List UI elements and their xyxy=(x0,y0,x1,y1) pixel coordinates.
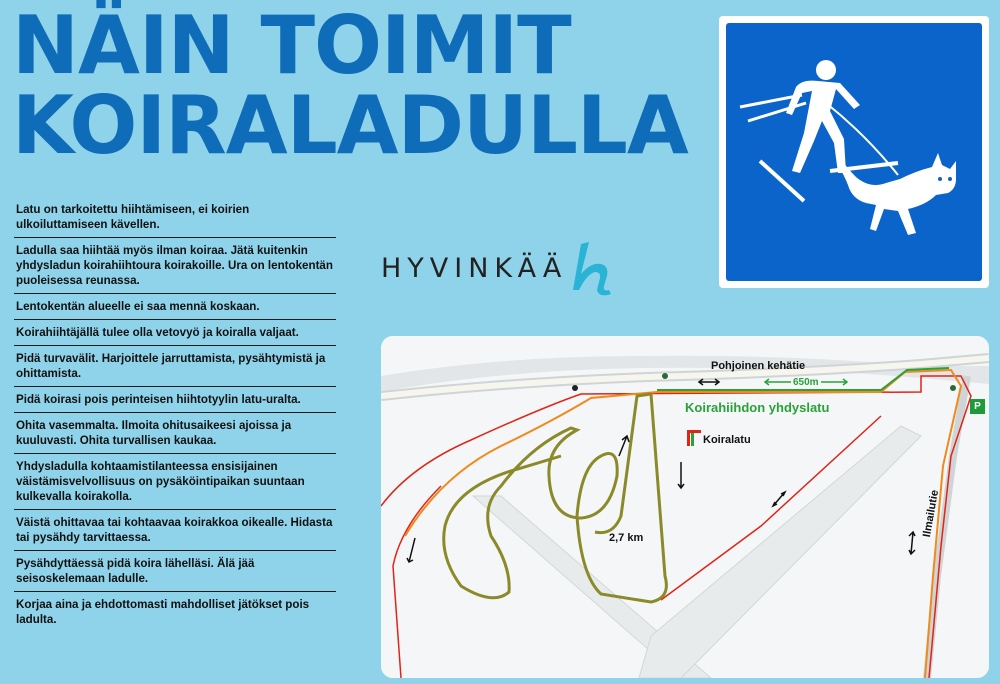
rule-item: Ladulla saa hiihtää myös ilman koiraa. Jätä kuitenkin yhdysladun koirahiihtoura koirakoille. Ura on lentokentän puoleisessa reunassa. xyxy=(14,238,336,294)
parking-icon: P xyxy=(970,399,985,414)
rule-item: Pidä koirasi pois perinteisen hiihtotyylin latu-uralta. xyxy=(14,387,336,413)
hyvinkaa-logo xyxy=(381,240,619,296)
rule-item: Pidä turvavälit. Harjoittele jarruttamista, pysähtymistä ja ohittamista. xyxy=(14,346,336,387)
rule-item: Koirahiihtäjällä tulee olla vetovyö ja koiralla valjaat. xyxy=(14,320,336,346)
road-east-label: Ilmailutie xyxy=(921,489,942,539)
rule-item: Yhdysladulla kohtaamistilanteessa ensisijainen väistämisvelvollisuus on pysäköintipaikan suuntaan kulkevalla koirakolla. xyxy=(14,454,336,510)
dog-skiing-sign xyxy=(719,16,989,288)
rule-item: Korjaa aina ja ehdottomasti mahdolliset jätökset pois ladulta. xyxy=(16,598,310,626)
title-line-2: KOIRALADULLA xyxy=(12,79,688,172)
rule-item: Lentokentän alueelle ei saa mennä koskaan. xyxy=(14,294,336,320)
page-title xyxy=(12,0,688,172)
road-north-label: Pohjoinen kehätie xyxy=(711,360,806,372)
trail-map xyxy=(381,336,989,678)
legend-label: Koiralatu xyxy=(703,434,751,446)
rule-item: Pysähdyttäessä pidä koira lähelläsi. Älä jää seisoskelemaan ladulle. xyxy=(14,551,336,592)
brand-h-icon xyxy=(567,240,619,296)
title-line-1: NÄIN TOIMIT xyxy=(12,0,571,92)
connecting-trail-label: Koirahiihdon yhdyslatu xyxy=(685,400,830,415)
loop-length-label: 2,7 km xyxy=(609,532,644,544)
rule-item: Latu on tarkoitettu hiihtämiseen, ei koirien ulkoiluttamiseen kävellen. xyxy=(14,196,336,238)
trail-map-drawing xyxy=(381,336,989,678)
sign-panel xyxy=(726,23,982,281)
rules-list xyxy=(14,196,336,632)
rule-item: Väistä ohittavaa tai kohtaavaa koirakkoa oikealle. Hidasta tai pysähdy tarvittaessa. xyxy=(14,510,336,551)
dog-skiing-sign-icon xyxy=(726,23,982,281)
brand-name: HYVINKÄÄ xyxy=(381,252,568,284)
rule-item: Ohita vasemmalta. Ilmoita ohitusaikeesi ajoissa ja kuuluvasti. Ohita turvallisen kaukaa. xyxy=(14,413,336,454)
distance-marker-label: 650m xyxy=(793,377,819,388)
